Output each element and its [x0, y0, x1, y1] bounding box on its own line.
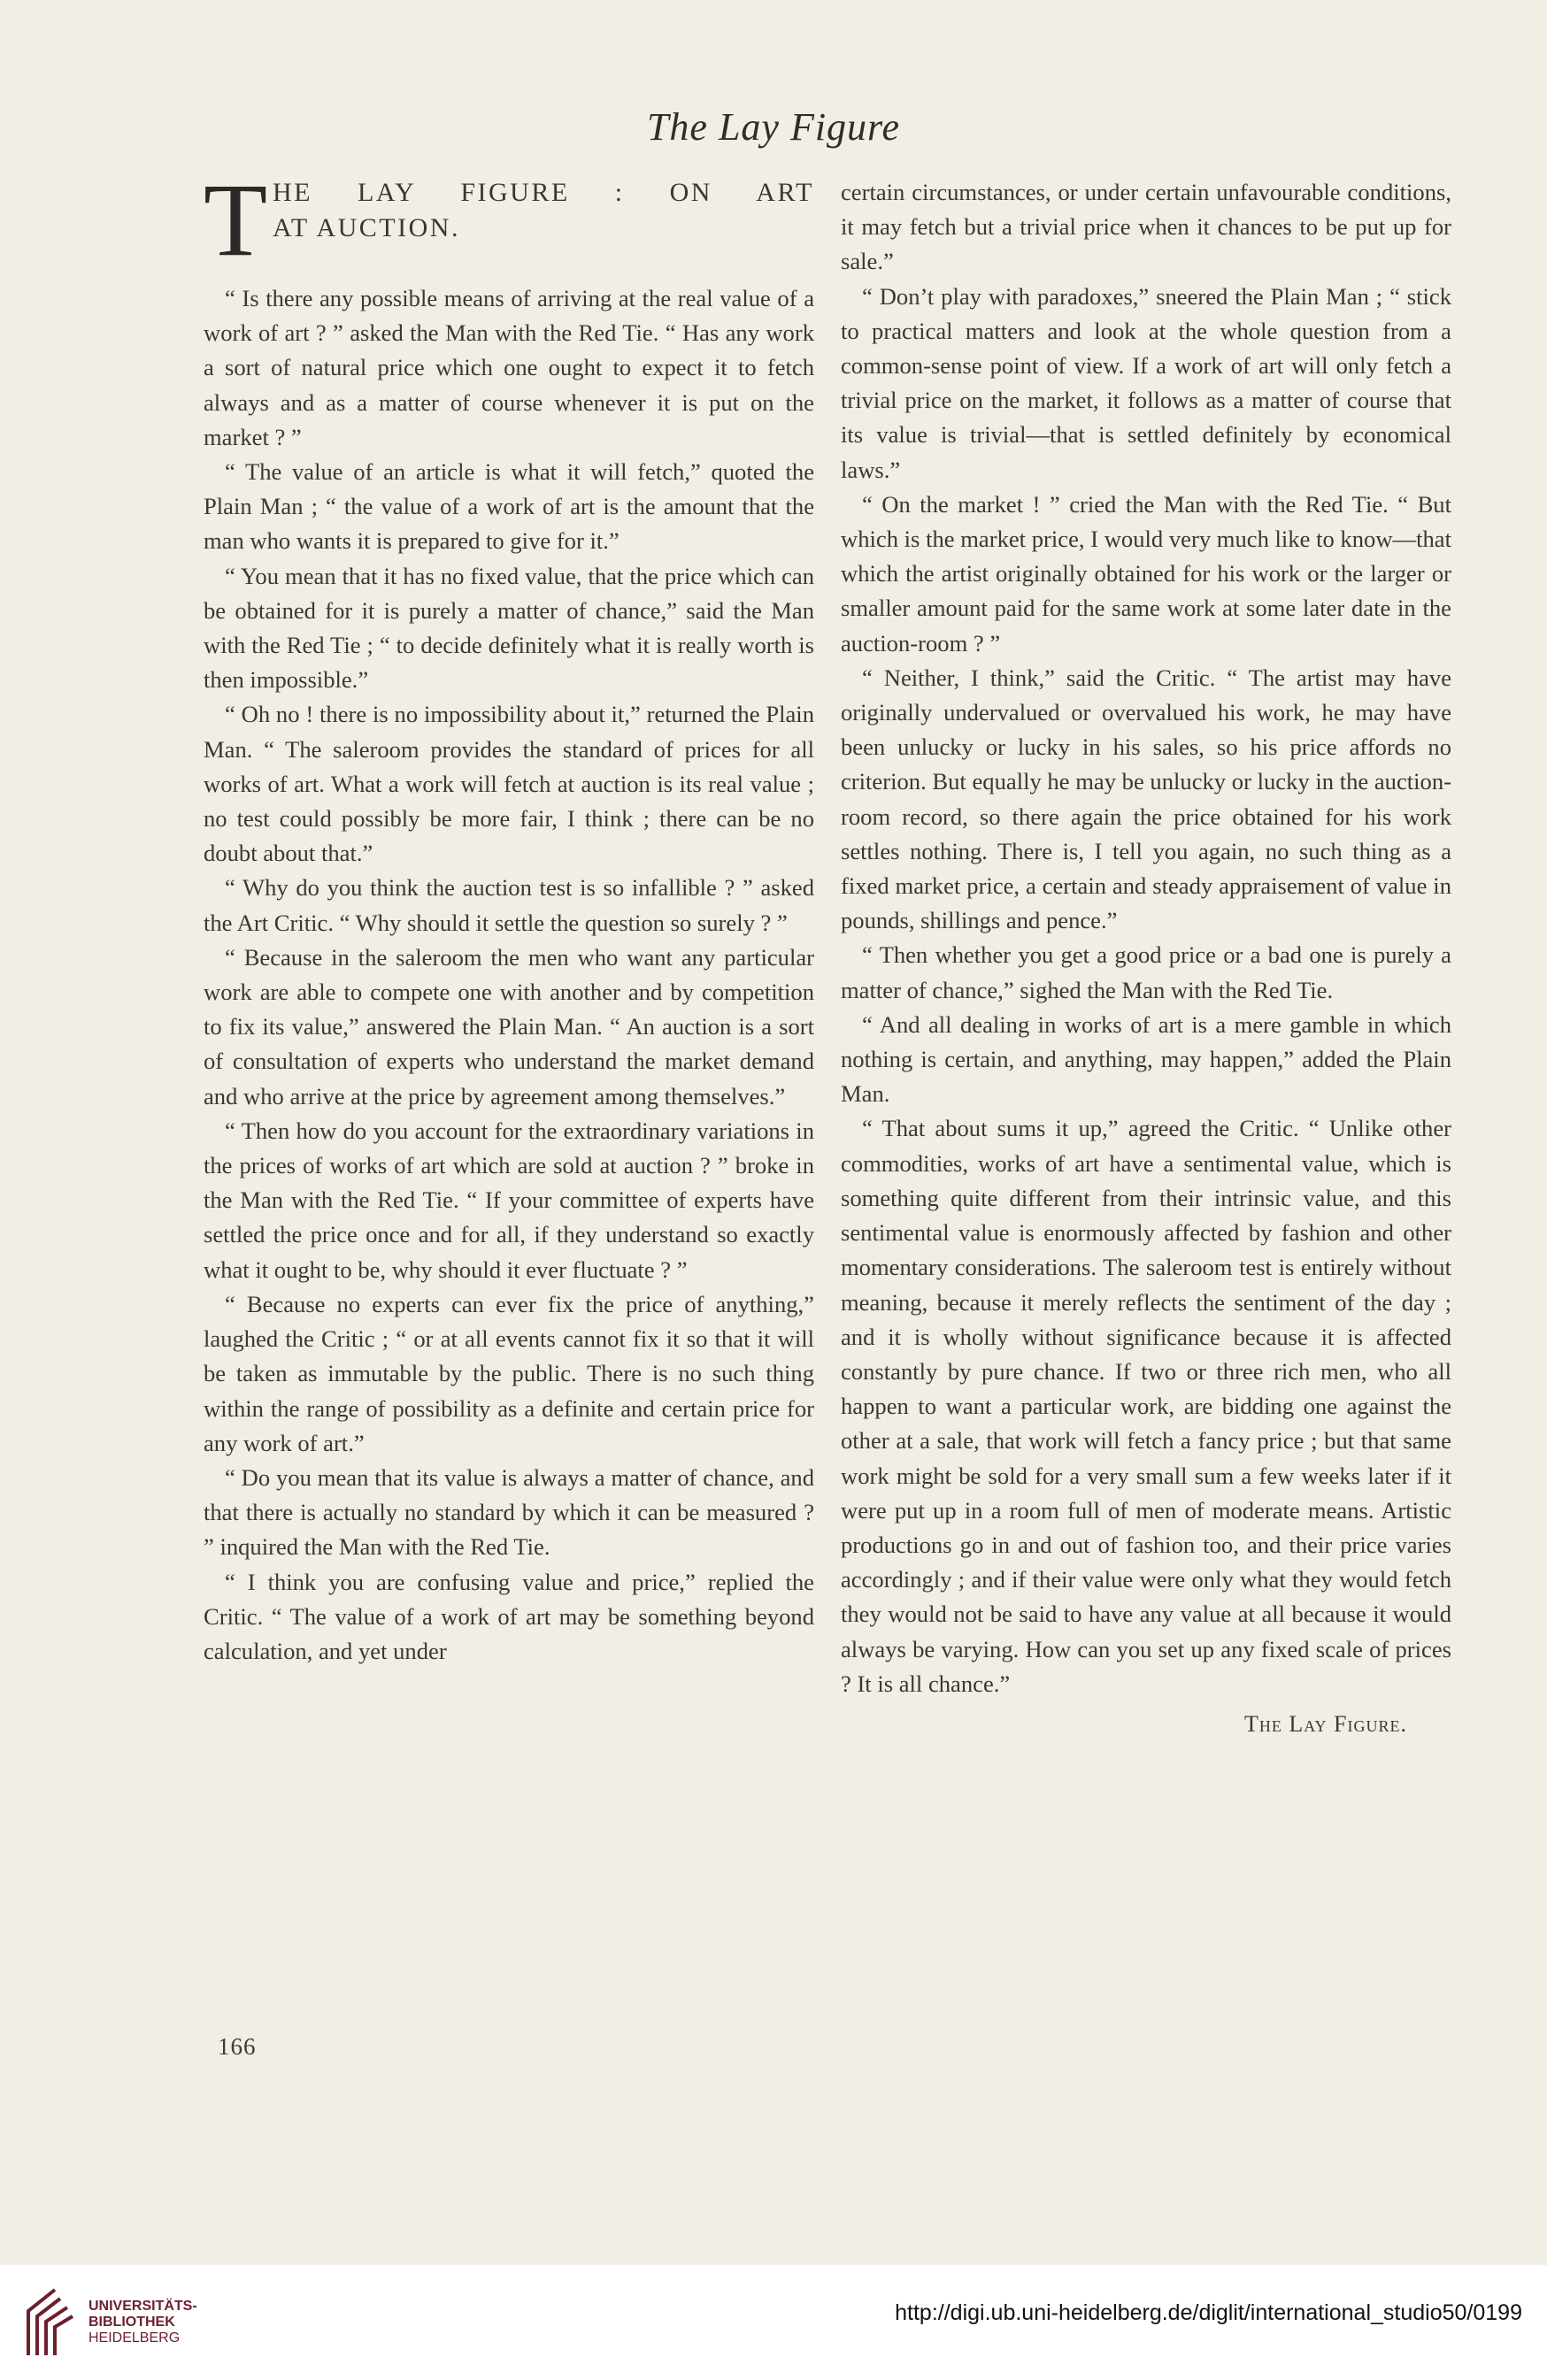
title-line-2: AT AUCTION.: [273, 213, 460, 242]
library-name-line-3: HEIDELBERG: [89, 2330, 181, 2345]
library-name-line-1: UNIVERSITÄTS-: [89, 2299, 197, 2314]
source-url-link[interactable]: http://digi.ub.uni-heidelberg.de/diglit/international_studio50/0199: [895, 2300, 1522, 2325]
paragraph: “ Neither, I think,” said the Critic. “ The artist may have originally undervalued or overvalued his work, he may have been unlucky or lucky in his sales, so his price affords no criterion. But equally he may be unlucky or lucky in the auction-room record, so there again the price obtained for his work settles nothing. There is, I tell you again, no such thing as a fixed market price, a certain and steady appraisement of value in pounds, shillings and pence.”: [841, 664, 1451, 934]
library-name-line-2: BIBLIOTHEK: [89, 2315, 175, 2330]
paragraph: “ On the market ! ” cried the Man with the Red Tie. “ But which is the market price, I would very much like to know—that which the artist originally obtained for his work or the larger or smaller amount paid for the same work at some later date in the auction-room ? ”: [841, 490, 1451, 656]
paragraph: certain circumstances, or under certain unfavourable conditions, it may fetch but a trivial price when it chances to be put up for sale.”: [841, 179, 1451, 275]
left-column: [204, 162, 814, 1669]
paragraph: “ Don’t play with paradoxes,” sneered the Plain Man ; “ stick to practical matters and look at the whole question from a common-sense point of view. If a work of art will only fetch a trivial price on the market, it follows as a matter of course that its value is trivial—that is settled definitely by economical laws.”: [841, 282, 1451, 483]
library-name: [89, 2299, 197, 2346]
paragraph: “ That about sums it up,” agreed the Critic. “ Unlike other commodities, works of art have a sentimental value, which is something quite different from their intrinsic value, and this sentimental value is enormously affected by fashion and other momentary considerations. The saleroom test is entirely without meaning, because it merely reflects the sentiment of the day ; and it is wholly without significance because it is affected constantly by pure chance. If two or three rich men, who all happen to want a particular work, are bidding one against the other at a sale, that work will fetch a fancy price ; but that same work might be sold for a very small sum a few weeks later if it were put up in a room full of men of moderate means. Artistic productions go in and out of fashion too, and their price varies accordingly ; and if their value were only what they would fetch they would not be said to have any value at all because it would always be varying. How can you set up any fixed scale of prices ? It is all chance.”: [841, 1115, 1451, 1697]
right-column: [841, 175, 1451, 1741]
paragraph: “ Why do you think the auction test is so infallible ? ” asked the Art Critic. “ Why should it settle the question so surely ? ”: [204, 874, 814, 936]
paragraph: “ Because no experts can ever fix the price of anything,” laughed the Critic ; “ or at all events cannot fix it so that it will be taken as immutable by the public. There is no such thing within the range of possibility as a definite and certain price for any work of art.”: [204, 1290, 814, 1456]
paragraph: “ And all dealing in works of art is a mere gamble in which nothing is certain, and anything, may happen,” added the Plain Man.: [841, 1010, 1451, 1108]
paragraph: “ I think you are confusing value and price,” replied the Critic. “ The value of a work of art may be something beyond calculation, and yet under: [204, 1568, 814, 1664]
running-head: The Lay Figure: [646, 105, 901, 149]
paragraph: “ Then how do you account for the extraordinary variations in the prices of works of art which are sold at auction ? ” broke in the Man with the Red Tie. “ If your committee of experts have settled the price once and for all, if they understand so exactly what it ought to be, why should it ever fluctuate ? ”: [204, 1117, 814, 1283]
signature: The Lay Figure.: [1243, 1710, 1407, 1737]
paragraph: “ You mean that it has no fixed value, that the price which can be obtained for it is purely a matter of chance,” said the Man with the Red Tie ; “ to decide definitely what it is really worth is then impossible.”: [204, 562, 814, 694]
title-line-1: HE LAY FIGURE : ON ART: [273, 178, 814, 207]
paragraph: “ Then whether you get a good price or a bad one is purely a matter of chance,” sighed the Man with the Red Tie.: [841, 941, 1451, 1003]
article-title: [204, 162, 814, 281]
paragraph: “ Is there any possible means of arriving at the real value of a work of art ? ” asked the Man with the Red Tie. “ Has any work a sort of natural price which one ought to expect it to fetch always and as a matter of course whenever it is put on the market ? ”: [204, 285, 814, 450]
paragraph: “ The value of an article is what it will fetch,” quoted the Plain Man ; “ the value of a work of art is the amount that the man who wants it is prepared to give for it.”: [204, 458, 814, 555]
library-logo-icon: [19, 2284, 76, 2359]
page-number: 166: [218, 2033, 257, 2060]
paragraph: “ Oh no ! there is no impossibility about it,” returned the Plain Man. “ The saleroom provides the standard of prices for all works of art. What a work will fetch at auction is its real value ; no test could possibly be more fair, I think ; there can be no doubt about that.”: [204, 701, 814, 867]
paragraph: “ Because in the saleroom the men who want any particular work are able to compete one with another and by competition to fix its value,” answered the Plain Man. “ An auction is a sort of consultation of experts who understand the market demand and who arrive at the price by agreement among themselves.”: [204, 943, 814, 1109]
drop-cap: T: [204, 162, 268, 278]
paragraph: “ Do you mean that its value is always a matter of chance, and that there is actually no standard by which it can be measured ? ” inquired the Man with the Red Tie.: [204, 1463, 814, 1561]
